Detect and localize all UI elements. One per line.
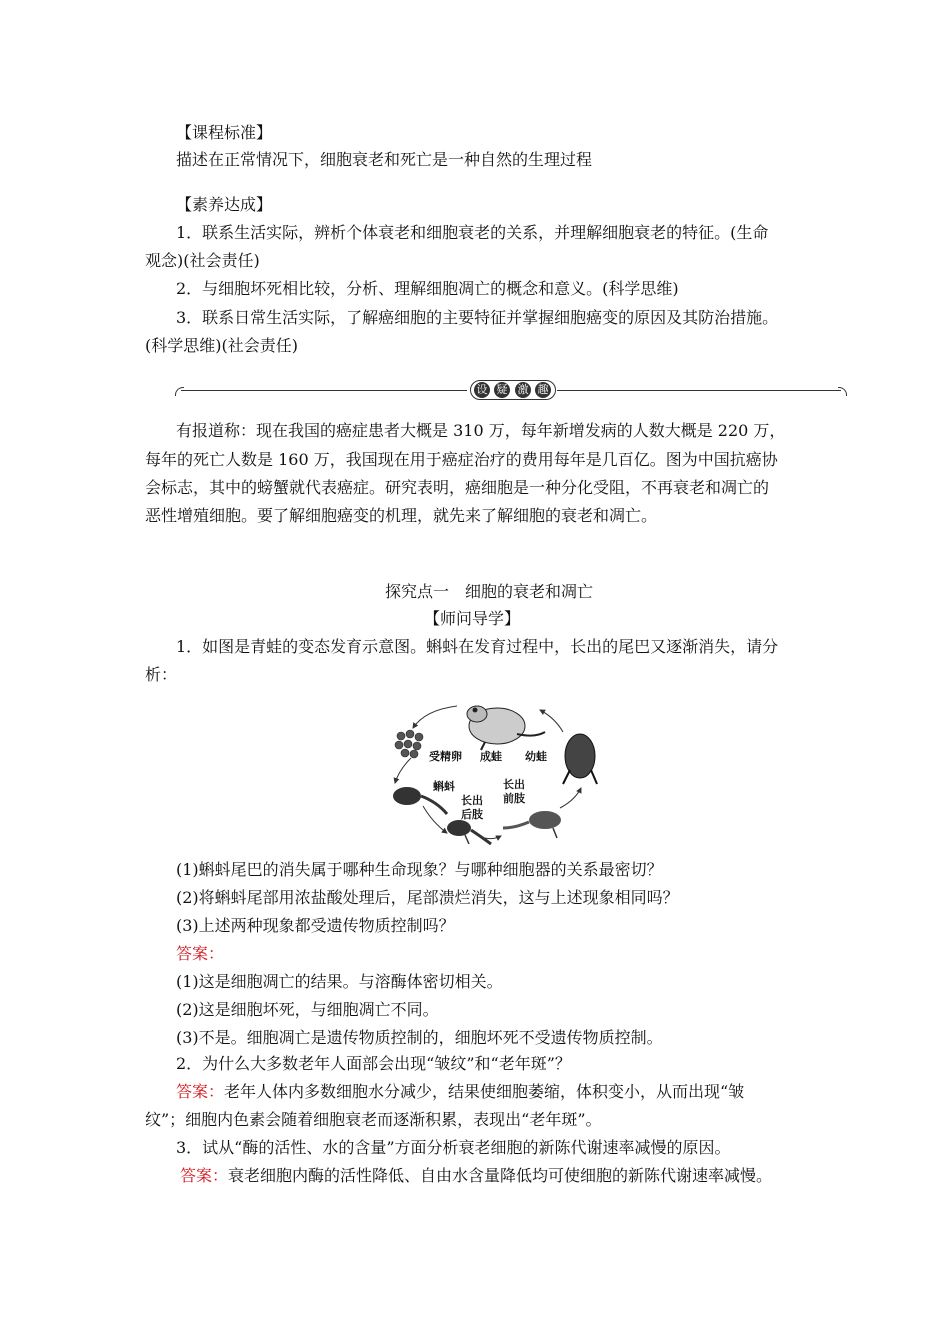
tadpole-front-legs-icon (503, 811, 561, 838)
label-front-2: 前肢 (503, 792, 525, 805)
literacy-item: 3．联系日常生活实际，了解癌细胞的主要特征并掌握细胞癌变的原因及其防治措施。 (176, 308, 779, 327)
answer-3-text: 衰老细胞内酶的活性降低、自由水含量降低均可使细胞的新陈代谢速率减慢。 (228, 1166, 773, 1185)
answer-2-line-2: 纹”；细胞内色素会随着细胞衰老而逐渐积累，表现出“老年斑”。 (145, 1110, 602, 1129)
label-young: 幼蛙 (525, 750, 547, 763)
literacy-item: (科学思维)(社会责任) (145, 336, 298, 355)
literacy-item: 2．与细胞坏死相比较，分析、理解细胞凋亡的概念和意义。(科学思维) (176, 279, 679, 298)
frog-eggs-icon (395, 730, 423, 758)
cycle-arrow (540, 710, 563, 732)
answer-2-text: 老年人体内多数细胞水分减少，结果使细胞萎缩，体积变小，从而出现“皱 (224, 1082, 745, 1101)
frog-life-cycle-figure (385, 688, 610, 853)
section-title: 探究点一 细胞的衰老和凋亡 (385, 582, 594, 601)
sub-question: (2)将蝌蚪尾部用浓盐酸处理后，尾部溃烂消失，这与上述现象相同吗？ (176, 888, 679, 907)
label-tadpole: 蝌蚪 (433, 780, 455, 793)
sub-question: (3)上述两种现象都受遗传物质控制吗？ (176, 916, 455, 935)
tadpole-hind-legs-icon (447, 820, 491, 844)
divider-badge (467, 379, 557, 401)
intro-line: 恶性增殖细胞。要了解细胞癌变的机理，就先来了解细胞的衰老和凋亡。 (145, 506, 658, 525)
section-subtitle: 【师问导学】 (424, 609, 521, 628)
badge-char: 设 (474, 382, 490, 398)
badge-char: 激 (515, 382, 531, 398)
sub-question: (1)蝌蚪尾巴的消失属于哪种生命现象？与哪种细胞器的关系最密切？ (176, 860, 663, 879)
badge-char: 疑 (494, 382, 510, 398)
label-adult: 成蛙 (480, 750, 502, 763)
cycle-arrow (485, 836, 501, 839)
young-frog-icon (563, 734, 597, 784)
intro-line: 有报道称：现在我国的癌症患者大概是 310 万，每年新增发病的人数大概是 220 万， (176, 421, 786, 440)
literacy-item: 1．联系生活实际，辨析个体衰老和细胞衰老的关系，并理解细胞衰老的特征。(生命 (176, 223, 769, 242)
answer-label: 答案： (176, 944, 225, 963)
answer-line: (2)这是细胞坏死，与细胞凋亡不同。 (176, 1000, 439, 1019)
standard-text: 描述在正常情况下，细胞衰老和死亡是一种自然的生理过程 (176, 150, 593, 169)
question-1: 1．如图是青蛙的变态发育示意图。蝌蚪在发育过程中，长出的尾巴又逐渐消失，请分 (176, 637, 779, 656)
answer-3-line (180, 1166, 772, 1186)
label-front-1: 长出 (503, 778, 525, 791)
question-3: 3．试从“酶的活性、水的含量”方面分析衰老细胞的新陈代谢速率减慢的原因。 (176, 1138, 731, 1157)
answer-label: 答案： (176, 1082, 225, 1101)
intro-line: 每年的死亡人数是 160 万，我国现在用于癌症治疗的费用每年是几百亿。图为中国抗癌协 (145, 450, 778, 469)
answer-2-line-1 (176, 1082, 744, 1102)
label-hind-1: 长出 (461, 794, 483, 807)
divider-cap-left (175, 387, 184, 396)
literacy-item: 观念)(社会责任) (145, 251, 260, 270)
answer-label: 答案： (180, 1166, 229, 1185)
label-egg: 受精卵 (429, 750, 462, 763)
question-1-cont: 析： (145, 665, 178, 684)
divider-cap-right (838, 387, 847, 396)
intro-line: 会标志，其中的螃蟹就代表癌症。研究表明，癌细胞是一种分化受阻，不再衰老和凋亡的 (145, 478, 770, 497)
badge-char: 趣 (535, 382, 551, 398)
standard-title: 【课程标准】 (176, 123, 273, 142)
cycle-arrow (395, 758, 411, 783)
section-divider (175, 378, 847, 404)
question-2: 2．为什么大多数老年人面部会出现“皱纹”和“老年斑”？ (176, 1054, 571, 1073)
adult-frog-icon (467, 706, 545, 750)
label-hind-2: 后肢 (461, 808, 483, 821)
literacy-title: 【素养达成】 (176, 195, 273, 214)
cycle-arrow (413, 706, 457, 728)
answer-line: (1)这是细胞凋亡的结果。与溶酶体密切相关。 (176, 972, 503, 991)
answer-line: (3)不是。细胞凋亡是遗传物质控制的，细胞坏死不受遗传物质控制。 (176, 1028, 663, 1047)
cycle-arrow (560, 788, 581, 808)
